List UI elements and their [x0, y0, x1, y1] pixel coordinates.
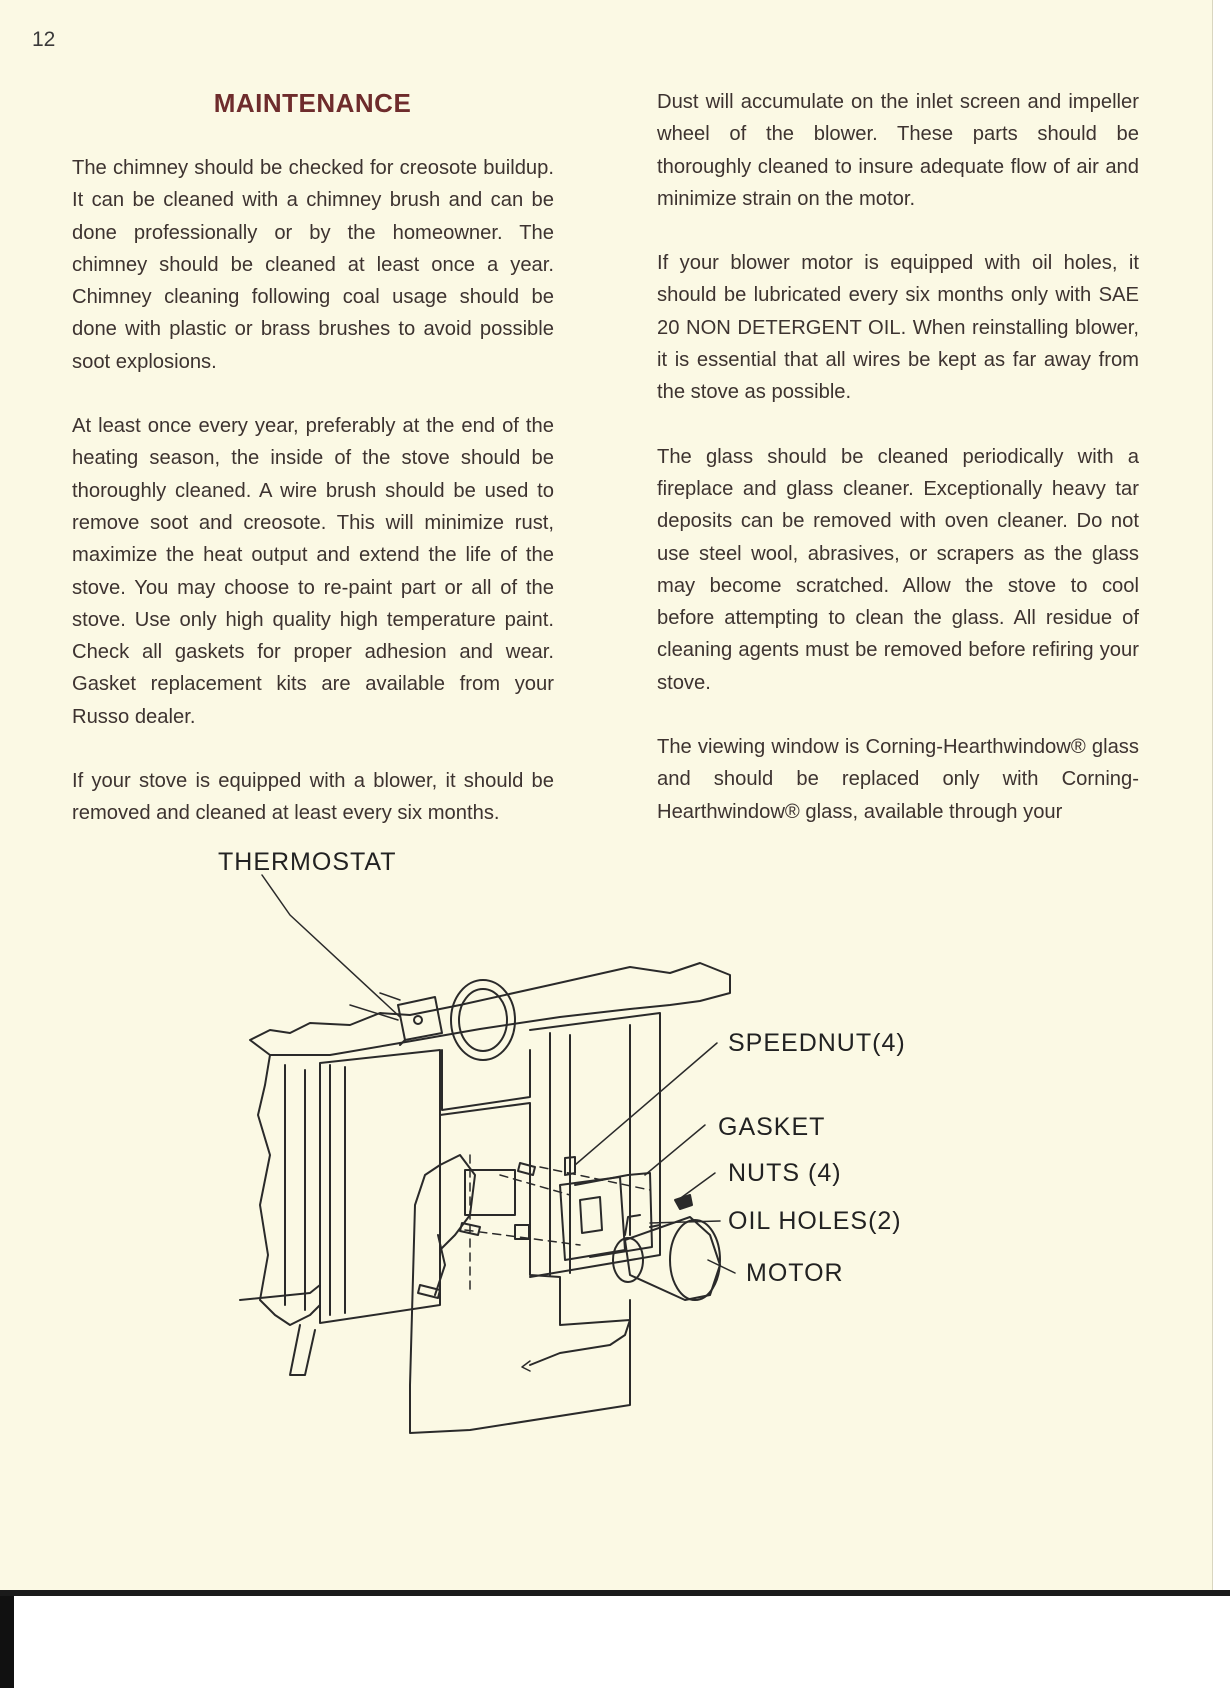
power-cord [530, 1300, 630, 1365]
label-gasket: GASKET [718, 1113, 826, 1141]
scan-border [0, 1590, 1230, 1596]
leader-thermostat [262, 875, 400, 1017]
paragraph-blower-dust: Dust will accumulate on the inlet screen and impeller wheel of the blower. These parts should be thoroughly cleaned to insure adequate flow of air and minimize strain on the motor. [657, 91, 1139, 210]
leader-gasket [645, 1125, 705, 1175]
leader-nuts [678, 1173, 715, 1200]
label-motor: MOTOR [746, 1259, 844, 1287]
paragraph-oil-holes: If your blower motor is equipped with oil holes, it should be lubricated every six months only with SAE 20 NON DETERGENT OIL. When reinstalling blower, it is essential that all wires be kept as far away from the stove as possible. [657, 252, 1139, 404]
leader-speednut [575, 1043, 717, 1165]
left-text-column [72, 152, 554, 862]
label-thermostat: THERMOSTAT [218, 848, 397, 876]
label-oil-holes: OIL HOLES(2) [728, 1207, 902, 1235]
stove-top-outline [250, 963, 730, 1055]
thermostat-bracket [398, 997, 442, 1040]
blower-assembly-diagram [218, 848, 990, 1495]
section-heading: MAINTENANCE [213, 88, 412, 118]
label-speednut: SPEEDNUT(4) [728, 1029, 906, 1057]
page-number: 12 [32, 28, 56, 51]
right-text-column [657, 86, 1139, 860]
label-nuts: NUTS (4) [728, 1159, 842, 1187]
duct-collar [451, 980, 515, 1060]
paragraph-chimney: The chimney should be checked for creosote buildup. It can be cleaned with a chimney brush and can be done professionally or by the homeowner. The chimney should be cleaned at least once a year. Chimney cleaning following coal usage should be done with plastic or brass brushes to avoid possible soot explosions. [72, 157, 554, 373]
paragraph-blower-removal: If your stove is equipped with a blower, it should be removed and cleaned at least every six months. [72, 770, 554, 825]
paragraph-viewing-window: The viewing window is Corning-Hearthwindow® glass and should be replaced only with Corning-Hearthwindow® glass, available through your [657, 736, 1139, 823]
scan-edge [0, 1596, 14, 1688]
paragraph-annual-cleaning: At least once every year, preferably at the end of the heating season, the inside of the stove should be thoroughly cleaned. A wire brush should be used to remove soot and creosote. This will minimize rust, maximize the heat output and extend the life of the stove. You may choose to re-paint part or all of the stove. Use only high quality high temperature paint. Check all gaskets for proper adhesion and wear. Gasket replacement kits are available from your Russo dealer. [72, 415, 554, 728]
leader-motor [708, 1260, 735, 1273]
stove-leg [290, 1325, 315, 1375]
stove-side-panel [258, 1055, 320, 1325]
paragraph-glass-cleaning: The glass should be cleaned periodically with a fireplace and glass cleaner. Exceptionally heavy tar deposits can be removed with oven cleaner. Do not use steel wool, abrasives, or scrapers as the glass may become scratched. Allow the stove to cool before attempting to clean the glass. All residue of cleaning agents must be removed before refiring your stove. [657, 445, 1139, 694]
